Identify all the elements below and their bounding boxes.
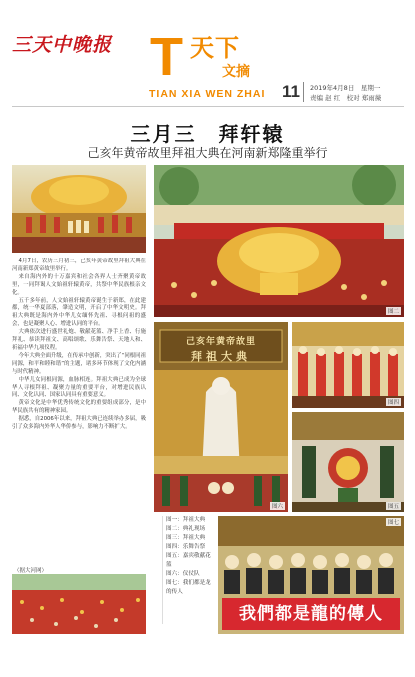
paragraph: 4月7日，农历三月初三，己亥年黄帝故里拜祖大典在河南新郑黄帝故里举行。 bbox=[12, 258, 146, 272]
photo-6-label: 图六 bbox=[271, 504, 283, 510]
section-pinyin: TIAN XIA WEN ZHAI bbox=[149, 88, 266, 100]
note-item: 图六：仪仗队 bbox=[166, 571, 200, 577]
photo-7-banner bbox=[218, 516, 404, 634]
photo-credit: （据大河网） bbox=[14, 568, 48, 574]
banner-slogan: 我們都是龍的傳人 bbox=[239, 604, 383, 624]
photo-5-wreath bbox=[292, 412, 404, 512]
paragraph: 黄帝文化是中华优秀传统文化的重要组成部分，是中华民族共有的精神家园。 bbox=[12, 400, 146, 415]
editors-line: 责编 赵 红 校对 郑雨薇 bbox=[310, 94, 382, 102]
article-headline: 三月三 拜轩辕 bbox=[130, 122, 285, 146]
photo-4-dancers bbox=[292, 322, 404, 408]
note-item: 图七：我们都是龙的传人 bbox=[166, 580, 211, 595]
section-name: 天下 bbox=[190, 34, 240, 62]
paragraph: 来自海内外的十万嘉宾和社会各界人士齐聚黄帝故里，一同拜谒人文始祖轩辕黄帝，共祭中华民族根亲文化。 bbox=[12, 273, 146, 296]
section-initial: T bbox=[150, 27, 183, 87]
photo-7-label: 图七 bbox=[387, 520, 399, 526]
page-number: 11 bbox=[282, 82, 300, 101]
masthead-rule bbox=[12, 106, 404, 107]
photo-2-ceremony bbox=[154, 165, 404, 317]
article-body bbox=[12, 258, 146, 558]
paper-logo: 三天中晚报 bbox=[12, 34, 113, 56]
photo-1-stage bbox=[12, 165, 146, 253]
plaque-line-1: 己亥年黄帝故里 bbox=[185, 337, 256, 347]
note-item: 图三：拜祖大典 bbox=[166, 535, 206, 541]
masthead-divider bbox=[303, 82, 304, 102]
photo-5-label: 图五 bbox=[387, 504, 399, 510]
plaque-line-2: 拜祖大典 bbox=[191, 350, 251, 363]
masthead bbox=[0, 0, 415, 108]
note-item: 图五：嘉宾敬献花篮 bbox=[166, 553, 211, 568]
paragraph: 今年大典全面升级，在传承中创新，突出了“同根同祖同源，和平和睦和谐”的主题，诸多环节体现了文化内涵与时代精神。 bbox=[12, 352, 146, 375]
photo-6-guards bbox=[154, 456, 288, 512]
article-subhead: 己亥年黄帝故里拜祖大典在河南新郑隆重举行 bbox=[87, 146, 328, 160]
note-item: 图四：乐舞告祭 bbox=[166, 544, 206, 550]
photo-2-label: 图二 bbox=[387, 309, 399, 315]
paragraph: 大典依次进行盛世礼炮、敬献花篮、净手上香、行施拜礼、恭读拜祖文、高唱颂歌、乐舞告祭、天地人和、祈福中华九项仪程。 bbox=[12, 329, 146, 351]
photo-crowd bbox=[12, 574, 146, 634]
paragraph: 据悉，自2006年以来，拜祖大典已连续举办多届，吸引了众多海内外华人华侨参与，影响力不断扩大。 bbox=[12, 416, 146, 431]
section-sub: 文摘 bbox=[222, 64, 250, 80]
note-item: 图二：典礼现场 bbox=[166, 526, 206, 532]
note-item: 图一：拜祖大典 bbox=[166, 517, 206, 523]
photo-4-label: 图四 bbox=[387, 400, 399, 406]
paragraph: 中华儿女同根同源，血脉相连。拜祖大典已成为全球华人寻根拜祖、凝聚力量的重要平台，对增进民族认同、文化认同、国家认同具有重要意义。 bbox=[12, 376, 146, 399]
date-line: 2019年4月8日 星期一 bbox=[310, 84, 381, 92]
photo-notes bbox=[162, 516, 214, 624]
paragraph: 五千多年前，人文始祖轩辕黄帝诞生于新郑，在此建都，统一华夏部落，肇造文明，开启了中华文明史。拜祖大典既是海内外中华儿女缅怀先祖、寻根问祖的盛会，也是凝聚人心、增进认同的平台。 bbox=[12, 297, 146, 328]
